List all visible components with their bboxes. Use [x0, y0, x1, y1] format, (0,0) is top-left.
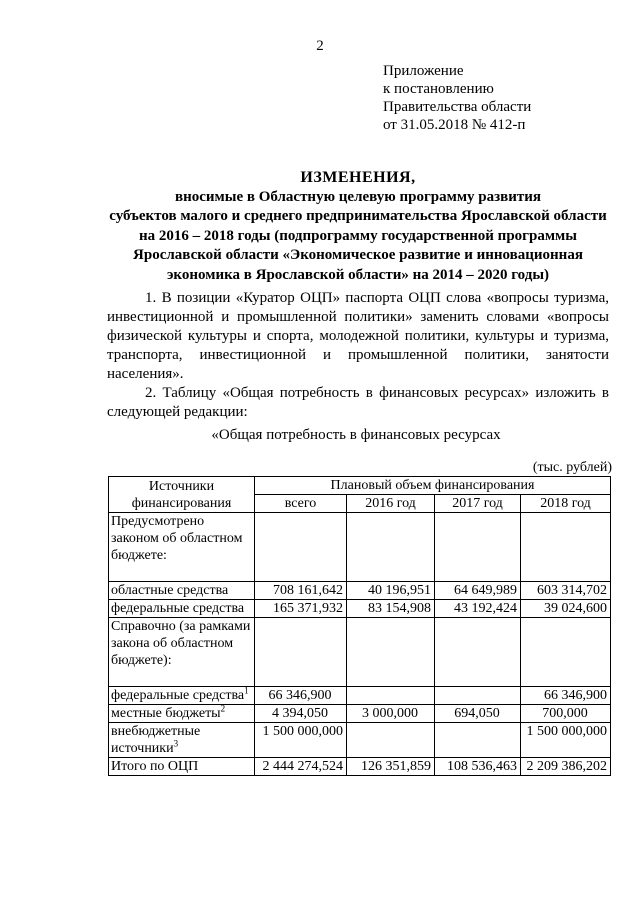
cell-2017: [435, 687, 521, 705]
cell-total: 165 371,932: [255, 600, 347, 618]
header-2018: 2018 год: [521, 495, 611, 513]
row-label: областные средства: [109, 582, 255, 600]
header-2016: 2016 год: [347, 495, 435, 513]
cell-2017: [435, 513, 521, 582]
cell-2017: [435, 618, 521, 687]
cell-2016: [347, 513, 435, 582]
heading-line-4: Ярославской области «Экономическое развитие и инновационная: [133, 247, 583, 263]
cell-2016: 83 154,908: [347, 600, 435, 618]
appendix-line-2: к постановлению: [383, 81, 494, 97]
appendix-line-1: Приложение: [383, 63, 464, 79]
cell-2016: [347, 723, 435, 758]
row-label: федеральные средства$^1$: [109, 687, 255, 705]
cell-2018: 2 209 386,202: [521, 758, 611, 776]
cell-total: 2 444 274,524: [255, 758, 347, 776]
cell-2017: 64 649,989: [435, 582, 521, 600]
appendix-block: [383, 62, 531, 134]
footnote-mark: 2: [220, 703, 226, 714]
cell-2016: [347, 687, 435, 705]
cell-2018: 39 024,600: [521, 600, 611, 618]
cell-2017: [435, 723, 521, 758]
cell-total: [255, 618, 347, 687]
header-total: всего: [255, 495, 347, 513]
header-planned: Плановый объем финансирования: [255, 477, 611, 495]
row-label: местные бюджеты$^2$: [109, 705, 255, 723]
cell-total: 66 346,900: [255, 687, 347, 705]
cell-total: 4 394,050: [255, 705, 347, 723]
cell-2018: 603 314,702: [521, 582, 611, 600]
cell-total: 708 161,642: [255, 582, 347, 600]
table-row-total: [109, 758, 611, 776]
paragraph-1: 1. В позиции «Куратор ОЦП» паспорта ОЦП слова «вопросы туризма, инвестиционной и промышленной политики» заменить словами «вопросы физической культуры и спорта, молодежной политики, культуры и туризма, транспорта, инвестиционной и промышленной политики, занятости населения».: [107, 290, 609, 382]
heading-title: ИЗМЕНЕНИЯ,: [300, 169, 416, 186]
header-source: Источники финансирования: [109, 477, 255, 513]
heading-line-3: на 2016 – 2018 годы (подпрограмму государственной программы: [139, 227, 577, 244]
footnote-mark: 3: [173, 738, 179, 749]
table-caption: «Общая потребность в финансовых ресурсах: [211, 427, 501, 443]
table-header-row: [109, 477, 611, 495]
appendix-line-3: Правительства области: [383, 99, 532, 115]
table-row: [109, 600, 611, 618]
paragraph-2: 2. Таблицу «Общая потребность в финансовых ресурсах» изложить в следующей редакции:: [107, 385, 609, 420]
cell-2018: 1 500 000,000: [521, 723, 611, 758]
appendix-line-4: от 31.05.2018 № 412-п: [383, 117, 526, 133]
cell-2017: 43 192,424: [435, 600, 521, 618]
row-label: Предусмотрено законом об областном бюджете:: [109, 513, 255, 582]
cell-2016: 40 196,951: [347, 582, 435, 600]
heading-line-2: субъектов малого и среднего предпринимательства Ярославской области: [109, 208, 607, 224]
table-row: [109, 618, 611, 687]
cell-2018: [521, 513, 611, 582]
cell-2018: [521, 618, 611, 687]
cell-2016: [347, 618, 435, 687]
footnote-mark: 1: [244, 685, 249, 696]
table-row: [109, 723, 611, 758]
table-row: [109, 687, 611, 705]
header-2017: 2017 год: [435, 495, 521, 513]
cell-2018: 700,000: [521, 705, 611, 723]
cell-total: 1 500 000,000: [255, 723, 347, 758]
cell-total: [255, 513, 347, 582]
cell-2017: 108 536,463: [435, 758, 521, 776]
document-heading: [60, 168, 640, 285]
row-label: федеральные средства: [109, 600, 255, 618]
cell-2017: 694,050: [435, 705, 521, 723]
body-text: [107, 289, 609, 422]
page-number: 2: [316, 38, 324, 54]
table-row: [109, 705, 611, 723]
financing-table: [108, 476, 611, 776]
row-label: Итого по ОЦП: [109, 758, 255, 776]
cell-2016: 126 351,859: [347, 758, 435, 776]
row-label: внебюджетные источники$^3$: [109, 723, 255, 758]
heading-line-5: экономика в Ярославской области» на 2014 – 2020 годы): [166, 266, 550, 283]
cell-2018: 66 346,900: [521, 687, 611, 705]
table-row: [109, 582, 611, 600]
row-label: Справочно (за рамками закона об областном бюджете):: [109, 618, 255, 687]
units-label: (тыс. рублей): [532, 460, 612, 475]
heading-line-1: вносимые в Областную целевую программу развития: [174, 188, 542, 205]
table-row: [109, 513, 611, 582]
cell-2016: 3 000,000: [347, 705, 435, 723]
